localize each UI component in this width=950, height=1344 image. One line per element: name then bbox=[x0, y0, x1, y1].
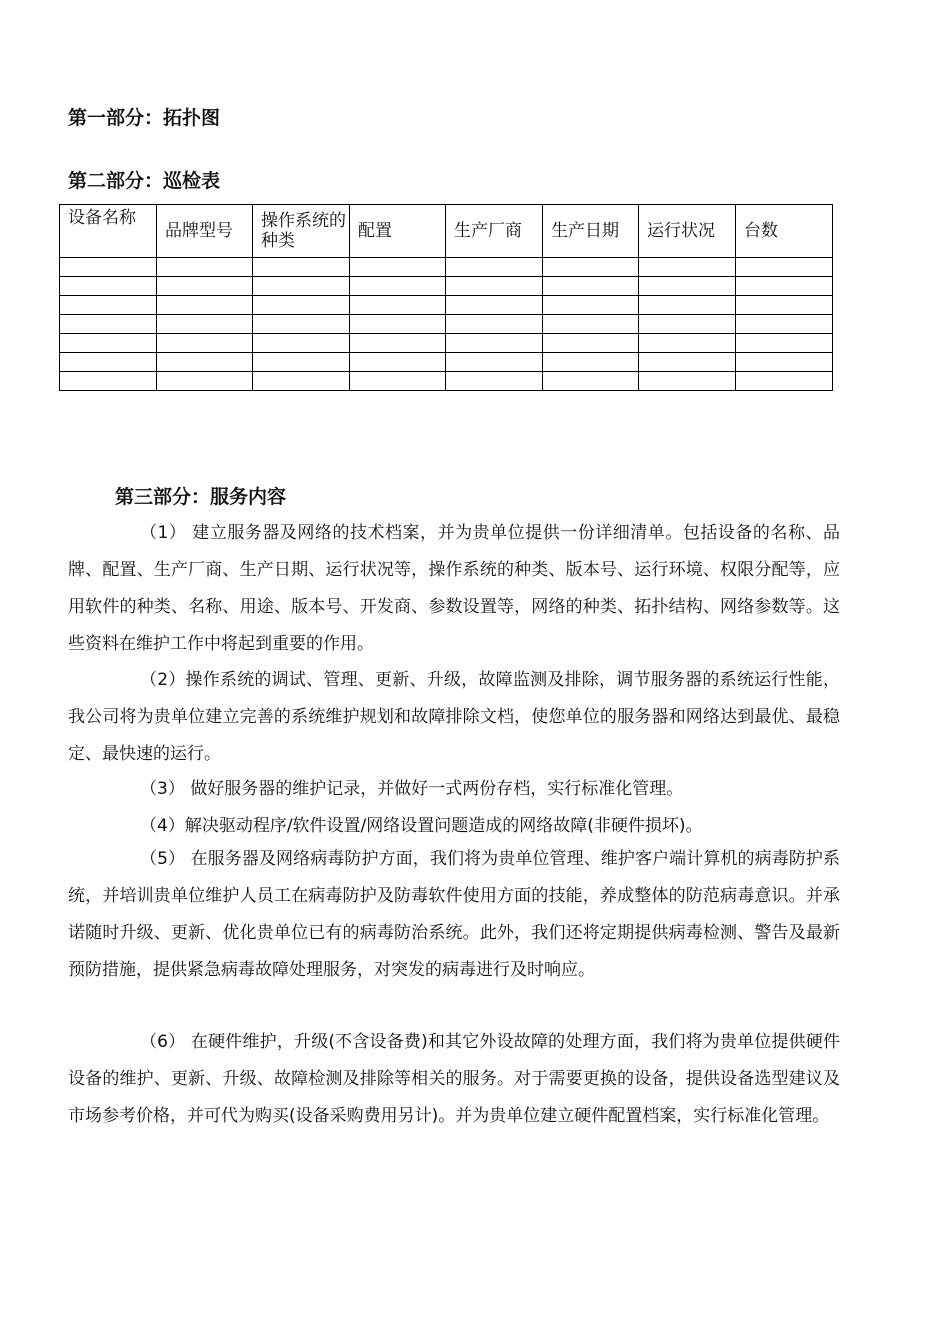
table-cell bbox=[60, 277, 157, 296]
table-cell bbox=[60, 315, 157, 334]
table-cell bbox=[639, 277, 736, 296]
table-cell bbox=[543, 353, 639, 372]
header-manufacturer: 生产厂商 bbox=[446, 205, 543, 258]
table-cell bbox=[736, 277, 833, 296]
header-quantity: 台数 bbox=[736, 205, 833, 258]
table-cell bbox=[60, 372, 157, 391]
table-cell bbox=[253, 334, 350, 353]
table-cell bbox=[736, 334, 833, 353]
table-cell bbox=[639, 296, 736, 315]
section-title-inspection-table: 第二部分：巡检表 bbox=[68, 170, 221, 192]
table-cell bbox=[157, 372, 253, 391]
table-cell bbox=[350, 315, 446, 334]
table-cell bbox=[253, 258, 350, 277]
table-cell bbox=[350, 258, 446, 277]
table-cell bbox=[60, 258, 157, 277]
table-cell bbox=[253, 315, 350, 334]
table-cell bbox=[543, 334, 639, 353]
service-paragraph-4: （4）解决驱动程序/软件设置/网络设置问题造成的网络故障(非硬件损坏)。 bbox=[140, 816, 703, 836]
table-cell bbox=[446, 334, 543, 353]
table-cell bbox=[157, 353, 253, 372]
table-cell bbox=[736, 315, 833, 334]
table-cell bbox=[543, 277, 639, 296]
table-cell bbox=[60, 353, 157, 372]
service-paragraph-1: （1） 建立服务器及网络的技术档案，并为贵单位提供一份详细清单。包括设备的名称、品牌、配置、生产厂商、生产日期、运行状况等，操作系统的种类、版本号、运行环境、权限分配等，应用软件的种类、名称、用途、版本号、开发商、参数设置等，网络的种类、拓扑结构、网络参数等。这些资料在维护工作中将起到重要的作用。 bbox=[68, 523, 840, 654]
table-cell bbox=[157, 296, 253, 315]
table-cell bbox=[157, 315, 253, 334]
table-row bbox=[60, 258, 833, 277]
table-row bbox=[60, 353, 833, 372]
table-cell bbox=[446, 372, 543, 391]
service-paragraph-3: （3） 做好服务器的维护记录，并做好一式两份存档，实行标准化管理。 bbox=[140, 779, 684, 799]
table-cell bbox=[446, 353, 543, 372]
section-title-service-content: 第三部分：服务内容 bbox=[115, 486, 287, 508]
table-cell bbox=[253, 372, 350, 391]
inspection-table bbox=[59, 204, 833, 391]
table-cell bbox=[543, 258, 639, 277]
header-brand-model: 品牌型号 bbox=[157, 205, 253, 258]
section-title-topology: 第一部分：拓扑图 bbox=[68, 107, 221, 129]
service-paragraph-6: （6） 在硬件维护，升级(不含设备费)和其它外设故障的处理方面，我们将为贵单位提供硬件设备的维护、更新、升级、故障检测及排除等相关的服务。对于需要更换的设备，提供设备选型建议及市场参考价格，并可代为购买(设备采购费用另计)。并为贵单位建立硬件配置档案，实行标准化管理。 bbox=[68, 1032, 840, 1126]
table-cell bbox=[253, 353, 350, 372]
table-cell bbox=[736, 372, 833, 391]
table-cell bbox=[60, 296, 157, 315]
table-cell bbox=[253, 296, 350, 315]
table-cell bbox=[543, 315, 639, 334]
table-cell bbox=[639, 353, 736, 372]
table-cell bbox=[446, 296, 543, 315]
table-cell bbox=[543, 372, 639, 391]
table-row bbox=[60, 334, 833, 353]
header-configuration: 配置 bbox=[350, 205, 446, 258]
table-cell bbox=[736, 296, 833, 315]
table-cell bbox=[350, 372, 446, 391]
table-cell bbox=[446, 315, 543, 334]
header-production-date: 生产日期 bbox=[543, 205, 639, 258]
table-cell bbox=[350, 353, 446, 372]
table-cell bbox=[639, 258, 736, 277]
table-cell bbox=[446, 258, 543, 277]
header-running-status: 运行状况 bbox=[639, 205, 736, 258]
service-paragraph-5: （5） 在服务器及网络病毒防护方面，我们将为贵单位管理、维护客户端计算机的病毒防护系统，并培训贵单位维护人员工在病毒防护及防毒软件使用方面的技能，养成整体的防范病毒意识。并承诺随时升级、更新、优化贵单位已有的病毒防治系统。此外，我们还将定期提供病毒检测、警告及最新预防措施，提供紧急病毒故障处理服务，对突发的病毒进行及时响应。 bbox=[68, 849, 840, 980]
table-cell bbox=[60, 334, 157, 353]
table-cell bbox=[157, 258, 253, 277]
table-cell bbox=[736, 258, 833, 277]
table-cell bbox=[639, 315, 736, 334]
table-cell bbox=[157, 277, 253, 296]
table-header-row bbox=[60, 205, 833, 258]
table-cell bbox=[350, 296, 446, 315]
table-cell bbox=[350, 334, 446, 353]
header-os-type: 操作系统的种类 bbox=[253, 205, 350, 258]
table-cell bbox=[639, 372, 736, 391]
table-row bbox=[60, 296, 833, 315]
table-row bbox=[60, 277, 833, 296]
table-cell bbox=[157, 334, 253, 353]
table-cell bbox=[639, 334, 736, 353]
table-row bbox=[60, 315, 833, 334]
table-cell bbox=[350, 277, 446, 296]
table-cell bbox=[253, 277, 350, 296]
table-cell bbox=[736, 353, 833, 372]
table-cell bbox=[543, 296, 639, 315]
service-paragraph-2: （2）操作系统的调试、管理、更新、升级，故障监测及排除，调节服务器的系统运行性能，我公司将为贵单位建立完善的系统维护规划和故障排除文档，使您单位的服务器和网络达到最优、最稳定、最快速的运行。 bbox=[68, 670, 840, 764]
header-device-name: 设备名称 bbox=[60, 205, 157, 258]
table-cell bbox=[446, 277, 543, 296]
table-row bbox=[60, 372, 833, 391]
